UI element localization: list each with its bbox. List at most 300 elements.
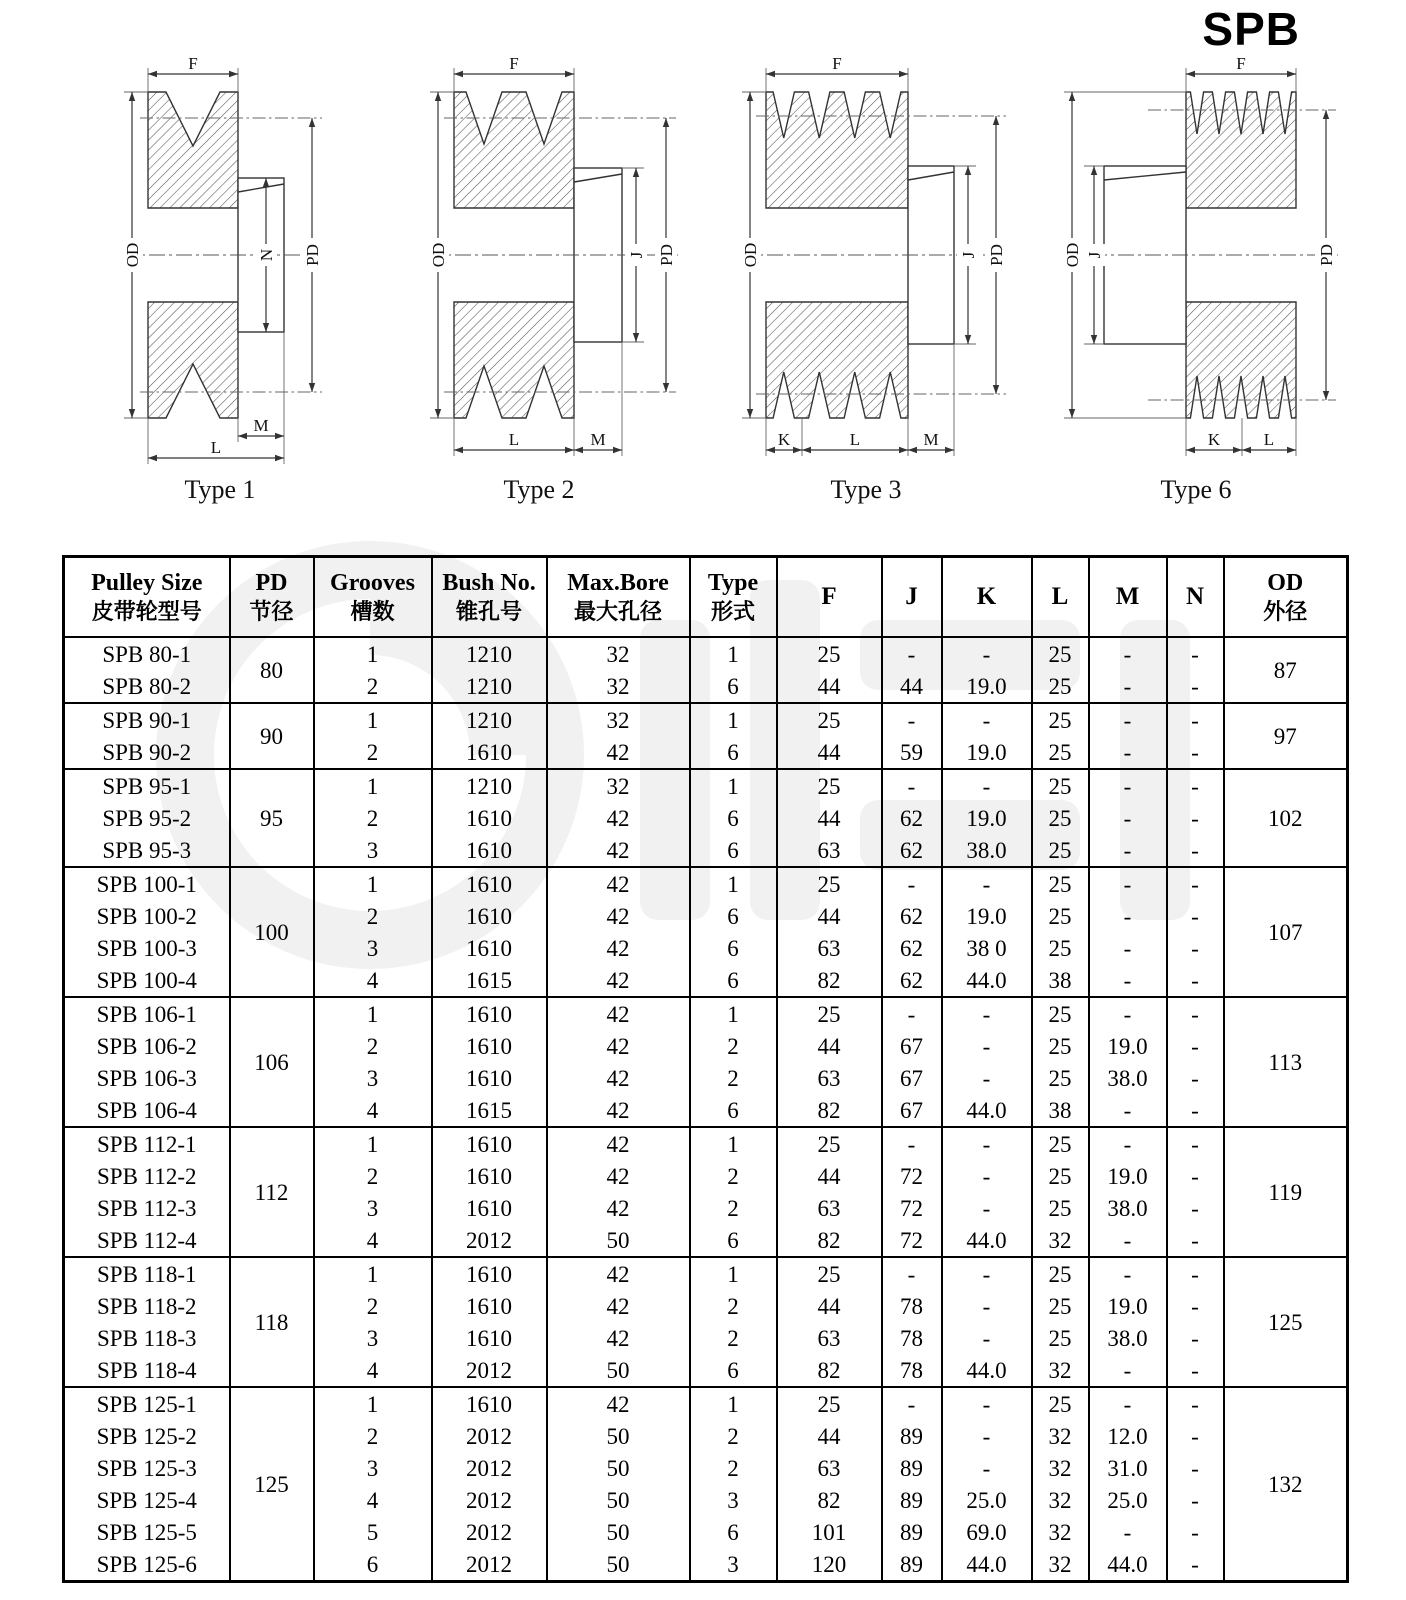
cell-bush-no: 1610 xyxy=(432,1192,547,1224)
cell-k: - xyxy=(942,1322,1032,1354)
cell-grooves: 4 xyxy=(314,1094,432,1127)
cell-pulley-size: SPB 106-3 xyxy=(64,1062,230,1094)
cell-f: 63 xyxy=(777,1322,882,1354)
cell-j: 89 xyxy=(882,1548,942,1582)
cell-m: - xyxy=(1089,736,1167,769)
cell-type: 6 xyxy=(690,1224,777,1257)
cell-bush-no: 1610 xyxy=(432,1257,547,1290)
cell-type: 1 xyxy=(690,1257,777,1290)
cell-j: 62 xyxy=(882,900,942,932)
cell-j: 62 xyxy=(882,802,942,834)
cell-k: - xyxy=(942,1257,1032,1290)
cell-bush-no: 1615 xyxy=(432,964,547,997)
cell-f: 25 xyxy=(777,769,882,802)
dim-label: PD xyxy=(657,244,676,266)
cell-n: - xyxy=(1167,637,1224,670)
dim-label: OD xyxy=(429,242,448,268)
cell-n: - xyxy=(1167,1387,1224,1420)
cell-k: - xyxy=(942,997,1032,1030)
cell-pulley-size: SPB 95-3 xyxy=(64,834,230,867)
cell-type: 2 xyxy=(690,1160,777,1192)
page-title: SPB xyxy=(1202,3,1300,55)
cell-max-bore: 32 xyxy=(547,703,690,736)
cell-bush-no: 1210 xyxy=(432,703,547,736)
cell-f: 25 xyxy=(777,703,882,736)
dim-label: PD xyxy=(1317,244,1336,266)
cell-l: 32 xyxy=(1032,1224,1089,1257)
cell-type: 6 xyxy=(690,1354,777,1387)
cell-grooves: 4 xyxy=(314,1224,432,1257)
table-row xyxy=(64,703,1348,736)
cell-n: - xyxy=(1167,834,1224,867)
cell-n: - xyxy=(1167,1354,1224,1387)
cell-bush-no: 1210 xyxy=(432,637,547,670)
cell-type: 2 xyxy=(690,1322,777,1354)
cell-m: 19.0 xyxy=(1089,1290,1167,1322)
cell-bush-no: 1610 xyxy=(432,1030,547,1062)
cell-bush-no: 2012 xyxy=(432,1452,547,1484)
cell-grooves: 5 xyxy=(314,1516,432,1548)
cell-k: - xyxy=(942,1290,1032,1322)
cell-max-bore: 50 xyxy=(547,1548,690,1582)
cell-m: 12.0 xyxy=(1089,1420,1167,1452)
dim-label: J xyxy=(959,251,978,259)
cell-type: 1 xyxy=(690,997,777,1030)
dim-label: K xyxy=(777,430,791,449)
cell-max-bore: 42 xyxy=(547,867,690,900)
cell-m: 31.0 xyxy=(1089,1452,1167,1484)
cell-f: 44 xyxy=(777,802,882,834)
cell-l: 25 xyxy=(1032,736,1089,769)
drawing-type-2 xyxy=(384,40,694,505)
cell-n: - xyxy=(1167,1257,1224,1290)
cell-m: - xyxy=(1089,964,1167,997)
cell-max-bore: 50 xyxy=(547,1354,690,1387)
cell-pulley-size: SPB 95-1 xyxy=(64,769,230,802)
cell-k: - xyxy=(942,1452,1032,1484)
cell-pulley-size: SPB 125-6 xyxy=(64,1548,230,1582)
cell-m: 44.0 xyxy=(1089,1548,1167,1582)
cell-bush-no: 1610 xyxy=(432,932,547,964)
cell-bush-no: 1610 xyxy=(432,997,547,1030)
cell-j: - xyxy=(882,867,942,900)
cell-bush-no: 1610 xyxy=(432,802,547,834)
cell-j: 67 xyxy=(882,1062,942,1094)
cell-max-bore: 42 xyxy=(547,997,690,1030)
cell-k: 69.0 xyxy=(942,1516,1032,1548)
cell-max-bore: 50 xyxy=(547,1224,690,1257)
cell-m: - xyxy=(1089,834,1167,867)
cell-type: 6 xyxy=(690,736,777,769)
cell-max-bore: 50 xyxy=(547,1452,690,1484)
table-row xyxy=(64,867,1348,900)
cell-m: - xyxy=(1089,932,1167,964)
cell-type: 2 xyxy=(690,1290,777,1322)
dim-label: OD xyxy=(123,242,142,268)
cell-grooves: 2 xyxy=(314,1160,432,1192)
cell-pulley-size: SPB 118-1 xyxy=(64,1257,230,1290)
cell-k: - xyxy=(942,769,1032,802)
cell-j: - xyxy=(882,703,942,736)
cell-j: 44 xyxy=(882,670,942,703)
cell-m: - xyxy=(1089,1127,1167,1160)
cell-f: 120 xyxy=(777,1548,882,1582)
cell-n: - xyxy=(1167,1030,1224,1062)
cell-grooves: 2 xyxy=(314,670,432,703)
cell-type: 2 xyxy=(690,1192,777,1224)
cell-pulley-size: SPB 100-4 xyxy=(64,964,230,997)
col-header-k: K xyxy=(942,557,1032,638)
cell-max-bore: 42 xyxy=(547,900,690,932)
cell-type: 1 xyxy=(690,1387,777,1420)
cell-j: - xyxy=(882,997,942,1030)
cell-f: 25 xyxy=(777,997,882,1030)
drawing-caption: Type 3 xyxy=(830,475,902,504)
cell-type: 6 xyxy=(690,932,777,964)
cell-l: 25 xyxy=(1032,1257,1089,1290)
cell-k: - xyxy=(942,1192,1032,1224)
cell-max-bore: 42 xyxy=(547,736,690,769)
table-row xyxy=(64,1387,1348,1420)
cell-l: 25 xyxy=(1032,703,1089,736)
cell-grooves: 3 xyxy=(314,1322,432,1354)
cell-pulley-size: SPB 100-1 xyxy=(64,867,230,900)
cell-max-bore: 32 xyxy=(547,637,690,670)
cell-f: 82 xyxy=(777,964,882,997)
dim-label: F xyxy=(1236,54,1246,73)
cell-bush-no: 1610 xyxy=(432,1290,547,1322)
cell-m: 25.0 xyxy=(1089,1484,1167,1516)
cell-k: 44.0 xyxy=(942,964,1032,997)
cell-type: 6 xyxy=(690,964,777,997)
cell-m: - xyxy=(1089,670,1167,703)
cell-l: 38 xyxy=(1032,964,1089,997)
cell-bush-no: 1210 xyxy=(432,670,547,703)
cell-od: 119 xyxy=(1224,1127,1348,1257)
cell-od: 132 xyxy=(1224,1387,1348,1582)
col-header-f: F xyxy=(777,557,882,638)
col-header-l: L xyxy=(1032,557,1089,638)
cell-pulley-size: SPB 125-4 xyxy=(64,1484,230,1516)
col-header-max-bore: Max.Bore 最大孔径 xyxy=(547,557,690,638)
cell-l: 25 xyxy=(1032,1160,1089,1192)
cell-k: 44.0 xyxy=(942,1224,1032,1257)
cell-pulley-size: SPB 90-2 xyxy=(64,736,230,769)
cell-l: 25 xyxy=(1032,1030,1089,1062)
drawing-type-3 xyxy=(708,40,1024,505)
cell-m: - xyxy=(1089,703,1167,736)
cell-grooves: 2 xyxy=(314,802,432,834)
cell-pulley-size: SPB 95-2 xyxy=(64,802,230,834)
cell-pulley-size: SPB 125-3 xyxy=(64,1452,230,1484)
cell-m: - xyxy=(1089,769,1167,802)
cell-m: - xyxy=(1089,637,1167,670)
cell-type: 6 xyxy=(690,834,777,867)
cell-j: - xyxy=(882,1257,942,1290)
cell-type: 6 xyxy=(690,802,777,834)
cell-l: 32 xyxy=(1032,1484,1089,1516)
cell-type: 3 xyxy=(690,1484,777,1516)
cell-grooves: 3 xyxy=(314,834,432,867)
cell-m: - xyxy=(1089,997,1167,1030)
cell-bush-no: 1610 xyxy=(432,834,547,867)
cell-m: 38.0 xyxy=(1089,1062,1167,1094)
cell-type: 6 xyxy=(690,670,777,703)
cell-k: 44.0 xyxy=(942,1094,1032,1127)
cell-l: 25 xyxy=(1032,834,1089,867)
cell-j: 78 xyxy=(882,1290,942,1322)
cell-k: - xyxy=(942,867,1032,900)
cell-k: 38 0 xyxy=(942,932,1032,964)
cell-type: 6 xyxy=(690,1516,777,1548)
cell-max-bore: 42 xyxy=(547,1290,690,1322)
cell-j: 89 xyxy=(882,1516,942,1548)
cell-f: 63 xyxy=(777,834,882,867)
col-header-pulley-size: Pulley Size 皮带轮型号 xyxy=(64,557,230,638)
dim-label: F xyxy=(188,54,198,73)
cell-pulley-size: SPB 80-2 xyxy=(64,670,230,703)
cell-f: 25 xyxy=(777,1387,882,1420)
cell-n: - xyxy=(1167,1420,1224,1452)
cell-f: 63 xyxy=(777,1192,882,1224)
pulley-cross-section-type-2 xyxy=(384,40,694,470)
drawing-caption: Type 2 xyxy=(503,475,575,504)
cell-n: - xyxy=(1167,1192,1224,1224)
spec-table-head xyxy=(64,557,1348,638)
drawing-caption: Type 1 xyxy=(184,475,256,504)
col-header-bush-no: Bush No. 锥孔号 xyxy=(432,557,547,638)
cell-max-bore: 32 xyxy=(547,670,690,703)
cell-j: 78 xyxy=(882,1322,942,1354)
cell-pulley-size: SPB 100-3 xyxy=(64,932,230,964)
cell-n: - xyxy=(1167,900,1224,932)
cell-m: - xyxy=(1089,802,1167,834)
cell-grooves: 6 xyxy=(314,1548,432,1582)
cell-grooves: 1 xyxy=(314,769,432,802)
cell-l: 25 xyxy=(1032,1322,1089,1354)
cell-l: 25 xyxy=(1032,802,1089,834)
cell-f: 25 xyxy=(777,637,882,670)
cell-m: 38.0 xyxy=(1089,1192,1167,1224)
cell-j: - xyxy=(882,769,942,802)
cell-type: 3 xyxy=(690,1548,777,1582)
cell-type: 2 xyxy=(690,1420,777,1452)
cell-k: 44.0 xyxy=(942,1548,1032,1582)
cell-n: - xyxy=(1167,802,1224,834)
cell-f: 63 xyxy=(777,1452,882,1484)
cell-pulley-size: SPB 106-2 xyxy=(64,1030,230,1062)
cell-max-bore: 42 xyxy=(547,1030,690,1062)
cell-k: - xyxy=(942,637,1032,670)
cell-max-bore: 42 xyxy=(547,1257,690,1290)
cell-l: 25 xyxy=(1032,637,1089,670)
pulley-cross-section-type-1 xyxy=(70,40,370,470)
cell-f: 44 xyxy=(777,1160,882,1192)
cell-n: - xyxy=(1167,703,1224,736)
cell-j: - xyxy=(882,637,942,670)
cell-n: - xyxy=(1167,1484,1224,1516)
cell-l: 25 xyxy=(1032,900,1089,932)
cell-od: 107 xyxy=(1224,867,1348,997)
cell-bush-no: 1610 xyxy=(432,1062,547,1094)
cell-type: 1 xyxy=(690,703,777,736)
col-header-n: N xyxy=(1167,557,1224,638)
cell-j: 67 xyxy=(882,1030,942,1062)
cell-l: 25 xyxy=(1032,867,1089,900)
pulley-cross-section-type-6 xyxy=(1038,40,1354,470)
cell-n: - xyxy=(1167,670,1224,703)
col-header-j: J xyxy=(882,557,942,638)
cell-n: - xyxy=(1167,867,1224,900)
cell-type: 1 xyxy=(690,637,777,670)
cell-l: 32 xyxy=(1032,1354,1089,1387)
cell-m: - xyxy=(1089,867,1167,900)
cell-l: 25 xyxy=(1032,670,1089,703)
cell-grooves: 2 xyxy=(314,1030,432,1062)
dim-label: M xyxy=(590,430,606,449)
cell-m: 19.0 xyxy=(1089,1030,1167,1062)
cell-n: - xyxy=(1167,1322,1224,1354)
cell-f: 44 xyxy=(777,900,882,932)
cell-n: - xyxy=(1167,964,1224,997)
cell-k: - xyxy=(942,1030,1032,1062)
cell-pulley-size: SPB 80-1 xyxy=(64,637,230,670)
cell-k: 19.0 xyxy=(942,802,1032,834)
cell-grooves: 2 xyxy=(314,900,432,932)
cell-j: 67 xyxy=(882,1094,942,1127)
cell-f: 82 xyxy=(777,1094,882,1127)
cell-bush-no: 1610 xyxy=(432,1127,547,1160)
cell-pulley-size: SPB 100-2 xyxy=(64,900,230,932)
pulley-cross-section-type-3 xyxy=(708,40,1024,470)
cell-bush-no: 2012 xyxy=(432,1484,547,1516)
cell-f: 82 xyxy=(777,1354,882,1387)
cell-j: 78 xyxy=(882,1354,942,1387)
col-header-type: Type 形式 xyxy=(690,557,777,638)
spec-table-body xyxy=(64,637,1348,1582)
spec-table xyxy=(62,555,1349,1583)
cell-l: 38 xyxy=(1032,1094,1089,1127)
cell-n: - xyxy=(1167,1062,1224,1094)
cell-max-bore: 42 xyxy=(547,1322,690,1354)
cell-grooves: 4 xyxy=(314,1484,432,1516)
cell-od: 87 xyxy=(1224,637,1348,703)
cell-grooves: 1 xyxy=(314,997,432,1030)
dim-label: OD xyxy=(1063,242,1082,268)
cell-k: 44.0 xyxy=(942,1354,1032,1387)
cell-f: 101 xyxy=(777,1516,882,1548)
cell-grooves: 1 xyxy=(314,1127,432,1160)
cell-m: - xyxy=(1089,1516,1167,1548)
cell-f: 82 xyxy=(777,1224,882,1257)
cell-grooves: 3 xyxy=(314,932,432,964)
cell-bush-no: 1610 xyxy=(432,1322,547,1354)
cell-pulley-size: SPB 118-4 xyxy=(64,1354,230,1387)
cell-n: - xyxy=(1167,736,1224,769)
cell-n: - xyxy=(1167,997,1224,1030)
cell-k: 19.0 xyxy=(942,900,1032,932)
cell-grooves: 2 xyxy=(314,736,432,769)
table-row xyxy=(64,1127,1348,1160)
cell-max-bore: 42 xyxy=(547,1160,690,1192)
cell-pd: 106 xyxy=(230,997,314,1127)
cell-type: 6 xyxy=(690,1094,777,1127)
cell-grooves: 4 xyxy=(314,1354,432,1387)
cell-m: - xyxy=(1089,1387,1167,1420)
cell-pulley-size: SPB 106-1 xyxy=(64,997,230,1030)
dim-label: M xyxy=(253,416,269,435)
cell-od: 113 xyxy=(1224,997,1348,1127)
cell-f: 63 xyxy=(777,932,882,964)
dim-label: K xyxy=(1207,430,1221,449)
dim-label: N xyxy=(257,248,276,262)
cell-f: 44 xyxy=(777,1290,882,1322)
cell-pulley-size: SPB 125-5 xyxy=(64,1516,230,1548)
cell-l: 32 xyxy=(1032,1452,1089,1484)
cell-j: - xyxy=(882,1387,942,1420)
dim-label: F xyxy=(509,54,519,73)
cell-pd: 112 xyxy=(230,1127,314,1257)
table-row xyxy=(64,1257,1348,1290)
dim-label: M xyxy=(923,430,939,449)
cell-l: 25 xyxy=(1032,997,1089,1030)
cell-l: 32 xyxy=(1032,1548,1089,1582)
cell-n: - xyxy=(1167,1094,1224,1127)
cell-m: 19.0 xyxy=(1089,1160,1167,1192)
drawing-caption: Type 6 xyxy=(1160,475,1232,504)
cell-grooves: 1 xyxy=(314,867,432,900)
cell-f: 25 xyxy=(777,1257,882,1290)
cell-n: - xyxy=(1167,1516,1224,1548)
table-row xyxy=(64,997,1348,1030)
drawing-type-1 xyxy=(70,40,370,505)
col-header-m: M xyxy=(1089,557,1167,638)
cell-j: 62 xyxy=(882,834,942,867)
cell-type: 2 xyxy=(690,1452,777,1484)
cell-bush-no: 2012 xyxy=(432,1420,547,1452)
cell-pulley-size: SPB 118-3 xyxy=(64,1322,230,1354)
cell-pd: 95 xyxy=(230,769,314,867)
cell-n: - xyxy=(1167,1290,1224,1322)
cell-type: 1 xyxy=(690,769,777,802)
cell-max-bore: 42 xyxy=(547,964,690,997)
cell-k: - xyxy=(942,1387,1032,1420)
cell-n: - xyxy=(1167,1224,1224,1257)
cell-l: 25 xyxy=(1032,1127,1089,1160)
cell-pulley-size: SPB 112-4 xyxy=(64,1224,230,1257)
cell-k: - xyxy=(942,1062,1032,1094)
table-row xyxy=(64,769,1348,802)
cell-max-bore: 42 xyxy=(547,834,690,867)
cell-n: - xyxy=(1167,1548,1224,1582)
cell-k: - xyxy=(942,1127,1032,1160)
cell-bush-no: 1610 xyxy=(432,736,547,769)
cell-m: - xyxy=(1089,900,1167,932)
dim-label: F xyxy=(832,54,842,73)
dim-label: L xyxy=(849,430,861,449)
cell-l: 25 xyxy=(1032,1192,1089,1224)
cell-j: 89 xyxy=(882,1452,942,1484)
cell-bush-no: 1610 xyxy=(432,900,547,932)
cell-f: 44 xyxy=(777,1030,882,1062)
technical-drawings-row xyxy=(0,0,1406,505)
cell-j: 72 xyxy=(882,1160,942,1192)
cell-m: - xyxy=(1089,1224,1167,1257)
cell-pulley-size: SPB 112-1 xyxy=(64,1127,230,1160)
cell-max-bore: 42 xyxy=(547,932,690,964)
cell-m: - xyxy=(1089,1257,1167,1290)
cell-j: 89 xyxy=(882,1420,942,1452)
